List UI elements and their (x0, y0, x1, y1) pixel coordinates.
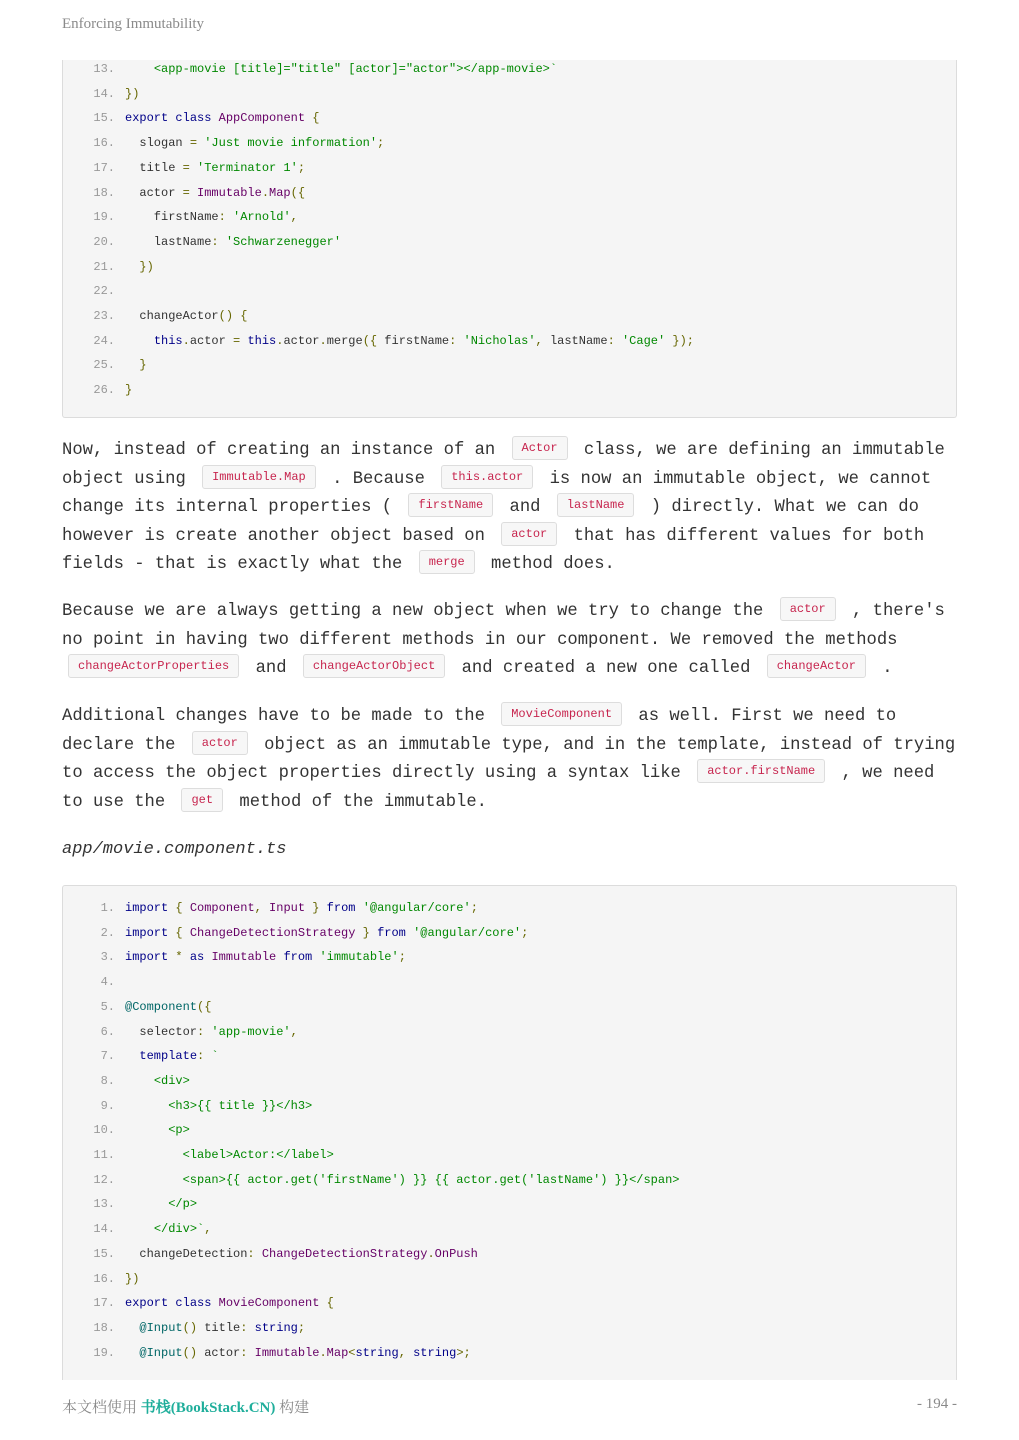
code-token: }) (125, 86, 140, 101)
line-number: 5. (100, 999, 115, 1014)
inline-code: actor (501, 522, 557, 546)
code-token (226, 210, 233, 224)
line-number: 19. (93, 1345, 115, 1360)
code-token: Map (269, 185, 291, 200)
code-token: ; (377, 136, 385, 151)
code-token (406, 926, 413, 940)
paragraph-text: and (255, 659, 287, 678)
paragraph-change-actor (62, 598, 962, 684)
code-token: , (535, 333, 543, 348)
line-number: 18. (93, 185, 115, 200)
line-number: 10. (93, 1123, 115, 1138)
code-line (63, 258, 154, 276)
code-line (63, 307, 247, 325)
page-header-title: Enforcing Immutability (62, 16, 205, 32)
code-token (125, 1099, 168, 1113)
code-token: firstName (377, 333, 450, 348)
line-number: 1. (100, 901, 115, 915)
code-token: : (218, 210, 226, 225)
code-token: >; (456, 1345, 471, 1360)
code-token (125, 1049, 139, 1063)
code-token: actor (125, 185, 183, 200)
inline-code: changeActor (767, 654, 866, 678)
code-line (63, 973, 125, 991)
code-token: Immutable (254, 1345, 320, 1360)
code-token: : (197, 1049, 205, 1064)
code-token (125, 1173, 183, 1187)
code-token: 'immutable' (319, 950, 399, 965)
code-token (355, 926, 362, 940)
inline-code: MovieComponent (501, 702, 622, 726)
code-token: } (312, 901, 320, 915)
code-token: ChangeDetectionStrategy (261, 1246, 428, 1261)
paragraph-text: as well. First we need to declare the (62, 707, 897, 755)
line-number: 9. (100, 1098, 115, 1113)
code-line (63, 1097, 312, 1115)
code-line (63, 899, 478, 917)
inline-code: Actor (512, 436, 568, 460)
code-token: }); (672, 333, 694, 348)
code-token: { (312, 111, 320, 126)
code-token: () (182, 1320, 198, 1335)
code-token (183, 926, 190, 940)
code-line (63, 1047, 219, 1065)
code-token (125, 260, 139, 274)
line-number: 22. (93, 284, 115, 299)
inline-code: lastName (557, 493, 635, 517)
code-token: import (125, 950, 169, 965)
code-token: <p> (168, 1123, 190, 1138)
inline-code: changeActorObject (303, 654, 445, 678)
code-token: ; (398, 950, 406, 965)
code-line (63, 1220, 211, 1238)
line-number: 25. (93, 358, 115, 373)
inline-code: actor (192, 731, 248, 755)
code-line (63, 998, 211, 1016)
code-line (63, 1294, 334, 1312)
paragraph-text: that has different values for both fields - that is exactly what the (62, 526, 925, 574)
code-token: '@angular/core' (362, 901, 471, 915)
code-token: this (247, 333, 277, 348)
code-token: export (125, 111, 169, 126)
code-token: 'Cage' (621, 333, 666, 348)
code-token (219, 235, 226, 249)
code-token (190, 186, 197, 200)
code-token: { (175, 925, 183, 940)
inline-code: actor.firstName (697, 759, 825, 783)
code-token: : (449, 333, 457, 348)
code-token: firstName (125, 210, 219, 225)
page-number: - 194 - (917, 1396, 957, 1412)
code-token: ; (297, 160, 306, 175)
code-block-movie-component (62, 885, 957, 1380)
code-token: actor (283, 333, 320, 348)
footer-suffix: 构建 (275, 1400, 310, 1416)
code-line (63, 1023, 298, 1041)
code-token (370, 926, 377, 940)
code-token (355, 901, 362, 915)
paragraph-text: . (882, 659, 893, 678)
code-token: string (413, 1345, 457, 1360)
code-token: : (240, 1320, 248, 1335)
code-line (63, 924, 528, 942)
code-token: , (290, 210, 298, 225)
code-token (190, 161, 197, 175)
line-number: 21. (93, 259, 115, 274)
line-number: 12. (93, 1172, 115, 1187)
code-token: title (197, 1320, 241, 1335)
code-line (63, 282, 125, 300)
line-number: 11. (93, 1148, 115, 1162)
paragraph-immutable-map (62, 437, 962, 580)
code-token (125, 1197, 168, 1211)
code-token: actor (197, 1345, 241, 1360)
code-token: } (125, 383, 133, 398)
paragraph-text: , there's no point in having two different methods in our component. We removed the methods (62, 602, 945, 650)
code-token: 'Schwarzenegger' (225, 234, 342, 249)
code-filename: app/movie.component.ts (62, 840, 287, 859)
code-token: , (398, 1345, 406, 1360)
code-token: < (348, 1345, 356, 1360)
code-token: <h3>{{ title }}</h3> (168, 1098, 313, 1113)
code-token: { (240, 309, 248, 323)
inline-code: firstName (408, 493, 493, 517)
code-token: . (427, 1246, 435, 1261)
code-token: 'Just movie information' (204, 136, 378, 151)
code-line (63, 1146, 334, 1164)
line-number: 18. (93, 1320, 115, 1335)
paragraph-text: method of the immutable. (239, 792, 487, 812)
code-token: ({ (197, 999, 212, 1014)
line-number: 14. (93, 1222, 115, 1237)
code-token: lastName (542, 333, 608, 348)
code-token (125, 1074, 154, 1088)
inline-code: Immutable.Map (202, 465, 316, 489)
code-token: merge (326, 333, 363, 348)
code-token: 'Arnold' (233, 210, 291, 225)
inline-code: actor (780, 597, 836, 621)
code-token: ChangeDetectionStrategy (189, 925, 356, 940)
inline-code: merge (419, 550, 475, 574)
paragraph-text: method does. (491, 555, 615, 574)
inline-code: changeActorProperties (68, 654, 239, 678)
code-token (183, 901, 190, 915)
paragraph-text: , we need to use the (62, 764, 935, 812)
inline-code: get (181, 788, 223, 812)
paragraph-text: class, we are defining an immutable object using (62, 441, 945, 489)
code-token: title (125, 160, 183, 175)
code-token: actor (189, 333, 234, 348)
code-line (63, 1171, 680, 1189)
code-token (211, 111, 218, 125)
code-token: . (319, 1345, 327, 1360)
code-line (63, 332, 694, 350)
code-token: this (153, 333, 183, 348)
code-token (211, 1296, 218, 1310)
code-token: @Component (125, 999, 198, 1014)
code-token (183, 950, 190, 964)
paragraph-movie-component (62, 703, 962, 817)
code-token (125, 334, 154, 348)
code-token: : (607, 333, 615, 348)
code-line (63, 1072, 190, 1090)
code-token: , (254, 901, 262, 915)
code-line (63, 1121, 190, 1139)
code-token: Immutable (197, 185, 262, 200)
code-token: ; (521, 925, 529, 940)
code-line (63, 184, 305, 202)
code-token: changeDetection (125, 1246, 248, 1261)
code-token: as (189, 950, 205, 965)
code-token: from (377, 925, 406, 940)
code-line (63, 208, 298, 226)
paragraph-text: object as an immutable type, and in the template, instead of trying to access the object properties directly using a syntax like (62, 735, 956, 783)
code-line (63, 381, 132, 399)
line-number: 15. (93, 111, 115, 126)
code-token: <app-movie [title]="title" [actor]="actor"></app-movie>` (153, 62, 558, 76)
line-number: 26. (93, 383, 115, 398)
code-token: 'Terminator 1' (197, 160, 298, 175)
code-line (63, 85, 139, 103)
code-token: template (139, 1049, 198, 1064)
code-token: : (240, 1345, 248, 1360)
code-token (125, 1321, 139, 1335)
code-token: ; (297, 1320, 306, 1335)
code-token: </p> (168, 1197, 198, 1212)
code-token (319, 1296, 326, 1310)
paragraph-text: is now an immutable object, we cannot change its internal properties ( (62, 469, 932, 517)
code-token: Map (326, 1345, 349, 1360)
code-token (319, 901, 326, 915)
line-number: 17. (93, 160, 115, 175)
line-number: 20. (93, 234, 115, 249)
code-token: import (125, 901, 169, 915)
code-token: from (326, 901, 356, 915)
line-number: 16. (93, 136, 115, 151)
code-token: class (175, 1296, 212, 1311)
line-number: 14. (93, 86, 115, 101)
code-token (125, 1123, 168, 1137)
code-token: . (182, 333, 190, 348)
line-number: 3. (100, 950, 115, 965)
code-token: ; (470, 901, 478, 915)
line-number: 13. (93, 62, 115, 76)
code-token (255, 1247, 262, 1261)
paragraph-text: Additional changes have to be made to the (62, 707, 485, 726)
code-token: * (175, 950, 183, 965)
code-token (262, 901, 269, 915)
code-token: </div>` (153, 1222, 205, 1237)
code-token (247, 1321, 254, 1335)
code-token: OnPush (434, 1246, 478, 1261)
code-token: lastName (125, 234, 212, 249)
code-token: class (175, 111, 212, 126)
code-token (125, 358, 139, 372)
paragraph-text: and (509, 498, 541, 517)
code-token: () (218, 309, 234, 323)
code-token: @Input (139, 1345, 183, 1360)
code-token: Input (269, 901, 306, 915)
code-block-app-component (62, 60, 957, 418)
code-token: @Input (139, 1320, 183, 1335)
code-token: string (355, 1345, 399, 1360)
line-number: 17. (93, 1296, 115, 1311)
code-token (125, 1148, 183, 1162)
code-token (125, 62, 154, 76)
code-token (125, 1346, 139, 1360)
code-token: : (197, 1024, 205, 1039)
code-token: , (204, 1222, 212, 1237)
line-number: 23. (93, 309, 115, 323)
code-token: } (139, 358, 147, 373)
paragraph-text: Because we are always getting a new object when we try to change the (62, 602, 764, 621)
inline-code: this.actor (441, 465, 533, 489)
code-token: . (319, 333, 327, 348)
code-token: { (175, 901, 183, 915)
paragraph-text: . Because (332, 469, 425, 489)
code-line (63, 1344, 471, 1362)
code-token: ({ (362, 333, 378, 348)
code-line (63, 159, 305, 177)
line-number: 6. (100, 1024, 115, 1039)
code-token: = (189, 136, 198, 151)
code-token: : (247, 1246, 255, 1261)
code-token: { (326, 1296, 334, 1311)
code-token: slogan (125, 136, 190, 151)
code-token: import (125, 925, 169, 940)
code-token: Immutable (211, 950, 277, 965)
paragraph-text: ) directly. What we can do however is create another object based on (62, 498, 919, 546)
code-line (63, 134, 384, 152)
code-line (63, 109, 319, 127)
code-token: Component (189, 901, 255, 915)
code-token: changeActor (125, 309, 219, 323)
line-number: 8. (100, 1073, 115, 1088)
code-line (63, 60, 557, 78)
code-token: . (276, 333, 284, 348)
line-number: 19. (93, 210, 115, 225)
line-number: 15. (93, 1246, 115, 1261)
footer-credit (62, 1396, 309, 1417)
code-token: }) (125, 1271, 140, 1286)
paragraph-text: Now, instead of creating an instance of an (62, 441, 496, 460)
line-number: 7. (100, 1049, 115, 1064)
paragraph-text: and created a new one called (461, 659, 751, 678)
code-token: . (261, 185, 270, 200)
code-token: = (182, 160, 190, 175)
code-token: export (125, 1296, 169, 1311)
code-token (456, 334, 463, 348)
code-token: from (283, 950, 313, 965)
code-token: }) (139, 259, 154, 274)
code-line (63, 1319, 305, 1337)
code-token: ` (211, 1049, 219, 1064)
code-token (125, 1222, 154, 1236)
code-token: string (254, 1320, 298, 1335)
line-number: 24. (93, 333, 115, 348)
footer-prefix: 本文档使用 (62, 1400, 141, 1416)
code-token: MovieComponent (218, 1296, 320, 1311)
code-token: <label>Actor:</label> (182, 1148, 334, 1162)
code-line (63, 356, 147, 374)
code-line (63, 233, 341, 251)
code-token: () (182, 1345, 198, 1360)
code-token: AppComponent (218, 111, 306, 126)
code-token: } (362, 925, 370, 940)
code-token: 'app-movie' (211, 1024, 291, 1039)
code-token: = (182, 185, 190, 200)
line-number: 4. (100, 975, 115, 990)
code-token: , (290, 1024, 298, 1039)
code-line (63, 1195, 197, 1213)
code-line (63, 1270, 139, 1288)
line-number: 2. (100, 925, 115, 940)
code-token: ({ (290, 185, 306, 200)
line-number: 16. (93, 1271, 115, 1286)
code-token: 'Nicholas' (463, 333, 536, 348)
code-token: <div> (153, 1073, 190, 1088)
code-token: selector (125, 1024, 198, 1039)
code-token (615, 334, 622, 348)
footer-brand-link[interactable]: 书栈(BookStack.CN) (140, 1400, 276, 1416)
line-number: 13. (93, 1197, 115, 1212)
code-token (247, 1346, 254, 1360)
code-token: '@angular/core' (413, 925, 522, 940)
code-line (63, 1245, 478, 1263)
code-token: = (233, 333, 241, 348)
code-line (63, 948, 406, 966)
code-token: : (211, 234, 219, 249)
code-token: <span>{{ actor.get('firstName') }} {{ actor.get('lastName') }}</span> (182, 1172, 680, 1187)
